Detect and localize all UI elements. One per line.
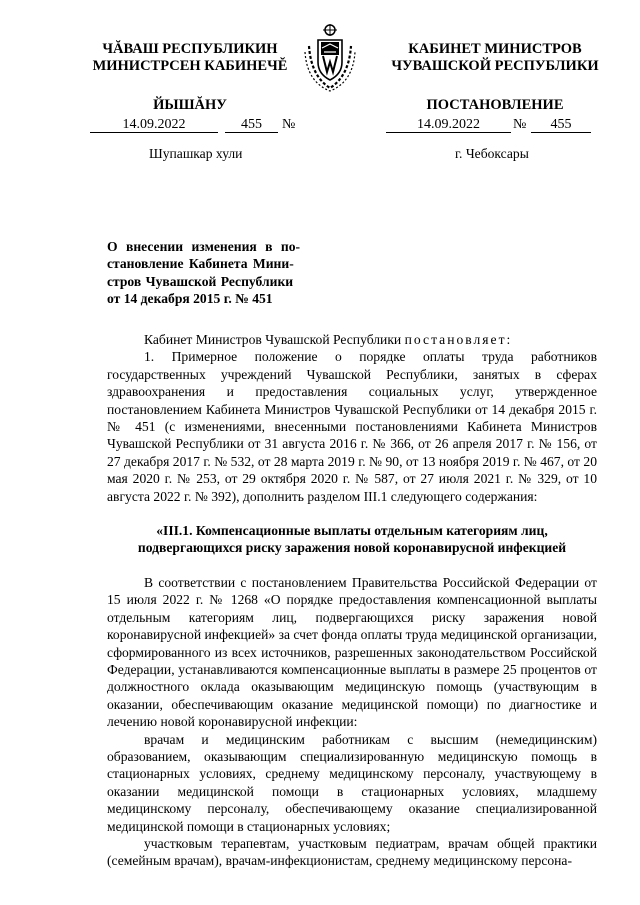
document-body bbox=[107, 331, 597, 870]
paragraph-1: 1. Примерное положение о порядке оплаты труда работников государственных учреждений Чувашской Республики, занятых в сферах здравоохранения и предоставления социальных услуг, утвержденное постановлением Кабинета Министров Чувашской Республики от 14 декабря 2015 г. № 451 (с изменениями, внесенными постановлениями Кабинета Министров Чувашской Республики от 31 августа 2016 г. № 366, от 26 апреля 2017 г. № 156, от 27 декабря 2017 г. № 532, от 28 марта 2019 г. № 90, от 13 ноября 2019 г. № 467, от 20 мая 2020 г. № 253, от 29 октября 2020 г. № 587, от 27 июля 2021 г. № 329, от 10 августа 2022 г. № 392), дополнить разделом III.1 следующего содержания: bbox=[107, 349, 597, 504]
header-right bbox=[370, 41, 620, 114]
header-left-title: ЙЫШĂНУ bbox=[153, 97, 227, 113]
document-title bbox=[107, 238, 307, 308]
right-number-sign: № bbox=[513, 117, 527, 132]
paragraph-3: врачам и медицинским работникам с высшим (немедицинским) образованием, оказывающим специализированную медицинскую помощь в стационарных условиях, среднему медицинскому персоналу, участвующему в оказании медицинской помощи в стационарных условиях, младшему медицинскому персоналу, обеспечивающему оказание специализированной медицинской помощи в стационарных условиях; bbox=[107, 731, 597, 834]
title-line-1: О внесении изменения в по- bbox=[107, 239, 301, 254]
header-left bbox=[70, 41, 310, 114]
title-line-2: становление Кабинета Мини- bbox=[107, 256, 294, 272]
section-title-line-2: подвергающихся риску заражения новой коронавирусной инфекцией bbox=[137, 540, 567, 556]
right-date: 14.09.2022 bbox=[386, 117, 511, 133]
left-number-sign: № bbox=[282, 117, 296, 132]
header-left-line2: МИНИСТРСЕН КАБИНЕЧĔ bbox=[92, 58, 288, 74]
chuvash-coat-of-arms-icon bbox=[301, 22, 359, 92]
header-right-line1: КАБИНЕТ МИНИСТРОВ bbox=[408, 41, 582, 57]
left-number: 455 bbox=[225, 117, 278, 133]
left-date: 14.09.2022 bbox=[90, 117, 218, 133]
header-left-line1: ЧĂВАШ РЕСПУБЛИКИН bbox=[102, 41, 278, 57]
right-number: 455 bbox=[531, 117, 591, 133]
paragraph-2: В соответствии с постановлением Правительства Российской Федерации от 15 июля 2022 г. № 1268 «О порядке предоставления компенсационной выплаты отдельным категориям лиц, подвергающихся риску заражения новой коронавирусной инфекцией» за счет фонда оплаты труда медицинской организации, сформированного из всех источников, разрешенных законодательством Российской Федерации, устанавливаются компенсационные выплаты в размере 25 процентов от должностного оклада оказывающим медицинскую помощь (участвующим в оказании, обеспечивающим оказание медицинской помощи) по диагностике и лечению новой коронавирусной инфекции: bbox=[107, 574, 597, 730]
intro-line: Кабинет Министров Чувашской Республики постановляет: bbox=[144, 332, 513, 347]
header-right-title: ПОСТАНОВЛЕНИЕ bbox=[426, 97, 564, 113]
right-city: г. Чебоксары bbox=[455, 146, 529, 161]
header-right-line2: ЧУВАШСКОЙ РЕСПУБЛИКИ bbox=[391, 58, 599, 74]
title-line-4: от 14 декабря 2015 г. № 451 bbox=[107, 291, 273, 307]
section-title-line-1: «III.1. Компенсационные выплаты отдельным категориям лиц, bbox=[156, 523, 548, 539]
paragraph-4: участковым терапевтам, участковым педиатрам, врачам общей практики (семейным врачам), врачам-инфекционистам, среднему медицинскому персона- bbox=[107, 835, 597, 869]
left-city: Шупашкар хули bbox=[149, 146, 243, 161]
title-line-3: стров Чувашской Республики bbox=[107, 273, 294, 289]
